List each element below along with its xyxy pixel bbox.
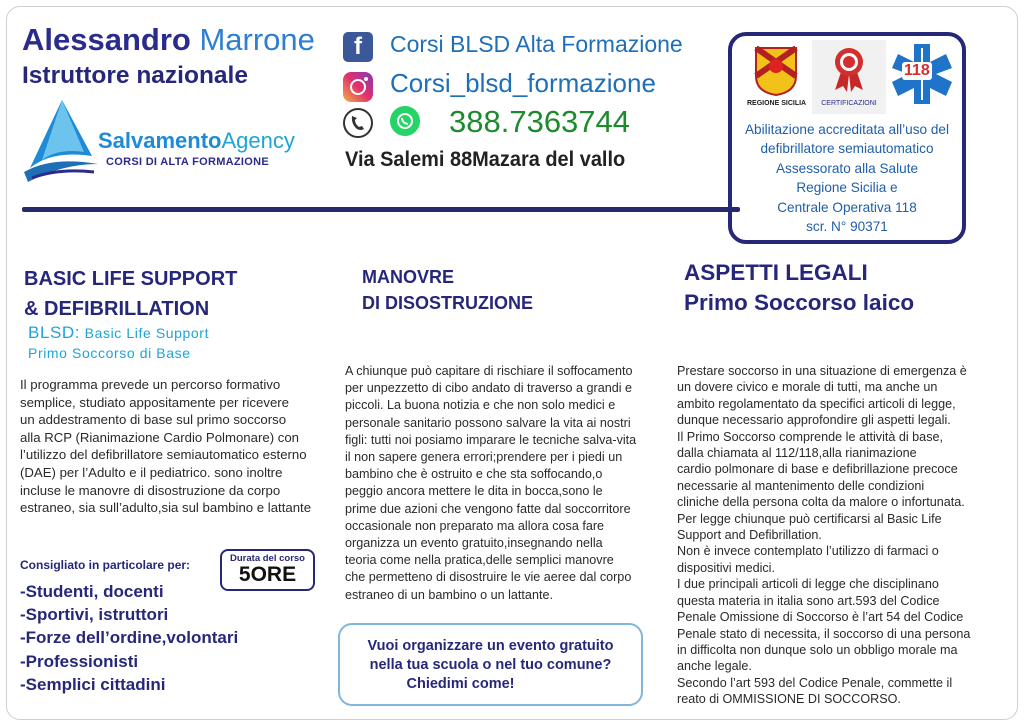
instructor-name [22, 22, 315, 58]
choking-body-line: prime due azioni che vengono fatte dal soccorritore [345, 501, 631, 516]
whatsapp-icon [390, 106, 420, 136]
legal-body [677, 363, 970, 708]
badge-118-text: 118 [904, 62, 930, 79]
blsd-title [24, 264, 237, 324]
emergency-118-badge [892, 42, 952, 104]
choking-body-line: che permetteno di disostruire le vie aeree dal corpo [345, 570, 632, 585]
event-line1: Vuoi organizzare un evento gratuito [367, 638, 614, 654]
blsd-title-line1: BASIC LIFE SUPPORT [24, 268, 238, 290]
phone-icon [343, 108, 373, 138]
blsd-subtitle-1: Basic Life Support [84, 325, 210, 341]
blsd-body [20, 376, 311, 517]
sail-logo-icon [22, 98, 100, 184]
legal-body-line: Secondo l’art 593 del Codice Penale, commette il [677, 675, 953, 690]
blsd-title-line2: & DEFIBRILLATION [24, 298, 210, 320]
name-last: Marrone [199, 22, 315, 57]
choking-body-line: organizza un evento gratuito,insegnando nella [345, 536, 603, 551]
brand-tagline: CORSI DI ALTA FORMAZIONE [106, 156, 270, 168]
certification-line: Abilitazione accreditata all’uso del [744, 122, 950, 137]
choking-body [345, 363, 636, 604]
blsd-abbr: BLSD: [28, 323, 81, 342]
choking-body-line: peggio ancora mettere le dita in bocca,sono le [345, 484, 603, 499]
choking-title-line1: MANOVRE [362, 267, 455, 287]
audience-item: -Semplici cittadini [20, 674, 166, 694]
region-label: REGIONE SICILIA [747, 100, 807, 107]
event-line2: nella tua scuola o nel tuo comune? [369, 657, 612, 673]
certification-line: Centrale Operativa 118 [777, 199, 917, 215]
certification-line: Assessorato alla Salute [775, 160, 919, 176]
region-sicily-emblem [747, 46, 805, 114]
facebook-icon: f [343, 32, 373, 62]
choking-body-line: estraneo di un bambino o un lattante. [345, 587, 553, 602]
duration-label: Durata del corso [230, 553, 305, 564]
phone-number-link[interactable]: 388.7363744 [449, 104, 631, 139]
certification-seal [812, 40, 886, 114]
brand-part2: Agency [221, 128, 295, 153]
instructor-role: Istruttore nazionale [22, 62, 248, 89]
audience-item: -Forze dell’ordine,volontari [20, 628, 239, 648]
choking-body-line: figli: tutti noi posiamo imparare le tecniche salva-vita [345, 432, 637, 447]
duration-value: 5ORE [238, 563, 297, 586]
choking-body-line: piccoli. La buona notizia e che non solo medici e [345, 398, 616, 413]
blsd-body-line: alla RCP (Rianimazione Cardio Polmonare) con [20, 429, 300, 445]
choking-title-line2: DI DISOSTRUZIONE [362, 293, 534, 313]
legal-body-line: Prestare soccorso in una situazione di emergenza è [677, 364, 967, 378]
brand-name [98, 128, 295, 154]
certification-box [728, 32, 966, 244]
legal-body-line: questa materia in italia sono art.593 del Codice [677, 593, 940, 608]
certification-text [732, 120, 962, 236]
instagram-icon [343, 72, 373, 102]
legal-body-line: Penale Omissione di Soccorso è l’art 54 del Codice [677, 610, 964, 625]
choking-body-line: personale sanitario possono salvare la vita ai nostri [345, 415, 631, 430]
audience-item: -Professionisti [20, 651, 139, 671]
address: Via Salemi 88Mazara del vallo [345, 148, 626, 171]
legal-body-line: dispositivi medici. [677, 560, 775, 575]
legal-body-line: anche legale. [677, 659, 752, 674]
legal-body-line: dunque necessario approfondire gli aspetti legali. [677, 413, 951, 428]
award-ribbon-icon [829, 46, 869, 92]
legal-body-line: Il Primo Soccorso comprende le attività di base, [677, 429, 943, 444]
blsd-body-line: semplice, studiato appositamente per ricevere [20, 394, 290, 410]
blsd-body-line: l’utilizzo del defibrillatore semiautomatico esterno [20, 447, 307, 463]
certification-label: CERTIFICAZIONI [821, 100, 877, 107]
blsd-subtitle [28, 323, 209, 363]
legal-body-line: Non è invece contemplato l’utilizzo di farmaci o [677, 544, 939, 559]
choking-title [362, 264, 533, 316]
legal-body-line: dalla chiamata al 112/118,alla rianimazione [677, 446, 917, 461]
choking-body-line: il non sapere genera errori;prendere per i piedi un [345, 450, 623, 465]
blsd-body-line: estraneo, sia sull’adulto,sia sul bambino e lattante [20, 500, 312, 516]
salvamento-logo [22, 98, 312, 188]
header-divider [22, 207, 740, 212]
facebook-page-link[interactable]: Corsi BLSD Alta Formazione [390, 31, 683, 57]
choking-body-line: per unpezzetto di cibo andato di traverso a grandi e [345, 381, 633, 396]
choking-body-line: A chiunque può capitare di rischiare il soffocamento [345, 364, 633, 378]
instagram-handle-link[interactable]: Corsi_blsd_formazione [390, 68, 656, 98]
legal-body-line: I due principali articoli di legge che disciplinano [677, 577, 939, 592]
legal-body-line: in difficolta non dunque solo un obbligo morale ma [677, 642, 958, 657]
blsd-body-line: un addestramento di base sul primo soccorso [20, 412, 287, 428]
name-first: Alessandro [22, 22, 191, 57]
audience-item: -Sportivi, istruttori [20, 605, 169, 625]
blsd-body-line: (DAE) per l’Adulto e il pediatrico. sono inoltre [20, 464, 283, 480]
legal-body-line: un dovere civico e morale di tutti, ma anche un [677, 380, 938, 395]
legal-body-line: reato di OMMISSIONE DI SOCCORSO. [677, 692, 901, 707]
legal-body-line: Penale stato di necessita, il soccorso di una persona [677, 626, 971, 641]
legal-body-line: necessarie al mantenimento delle condizioni [677, 478, 925, 493]
brand-part1: Salvamento [98, 128, 222, 153]
certification-line: scr. N° 90371 [806, 219, 888, 235]
legal-body-line: Support and Defibrillation. [677, 528, 822, 543]
event-callout[interactable] [338, 623, 643, 706]
legal-title [684, 258, 914, 318]
choking-body-line: occasionale non preparato ma allora cosa fare [345, 518, 605, 533]
certification-line: Regione Sicilia e [796, 180, 898, 196]
blsd-body-line: incluse le manovre di disostruzione da corpo [20, 482, 281, 498]
audience-item: -Studenti, docenti [20, 582, 164, 601]
legal-body-line: cliniche della persona colta da malore o infortunata. [677, 495, 965, 510]
legal-title-line1: ASPETTI LEGALI [684, 260, 868, 285]
blsd-body-line: Il programma prevede un percorso formativo [20, 377, 281, 392]
certification-line: defibrillatore semiautomatico [760, 141, 934, 157]
legal-body-line: ambito regolamentato da specifici articoli di legge, [677, 396, 956, 411]
audience-list [20, 580, 238, 696]
legal-body-line: cardio polmonare di base e defibrillazione precoce [677, 462, 958, 477]
recommended-label: Consigliato in particolare per: [20, 558, 191, 572]
blsd-subtitle-2: Primo Soccorso di Base [28, 345, 191, 361]
choking-body-line: teoria come nella pratica,delle semplici manovre [345, 553, 614, 568]
legal-body-line: Per legge chiunque può certificarsi al Basic Life [677, 511, 942, 526]
event-line3: Chiedimi come! [406, 676, 515, 692]
choking-body-line: bambino che è ostruito e che sta soffocando,o [345, 467, 603, 482]
legal-title-line2: Primo Soccorso laico [684, 290, 915, 315]
sicily-shield-icon [754, 46, 798, 96]
